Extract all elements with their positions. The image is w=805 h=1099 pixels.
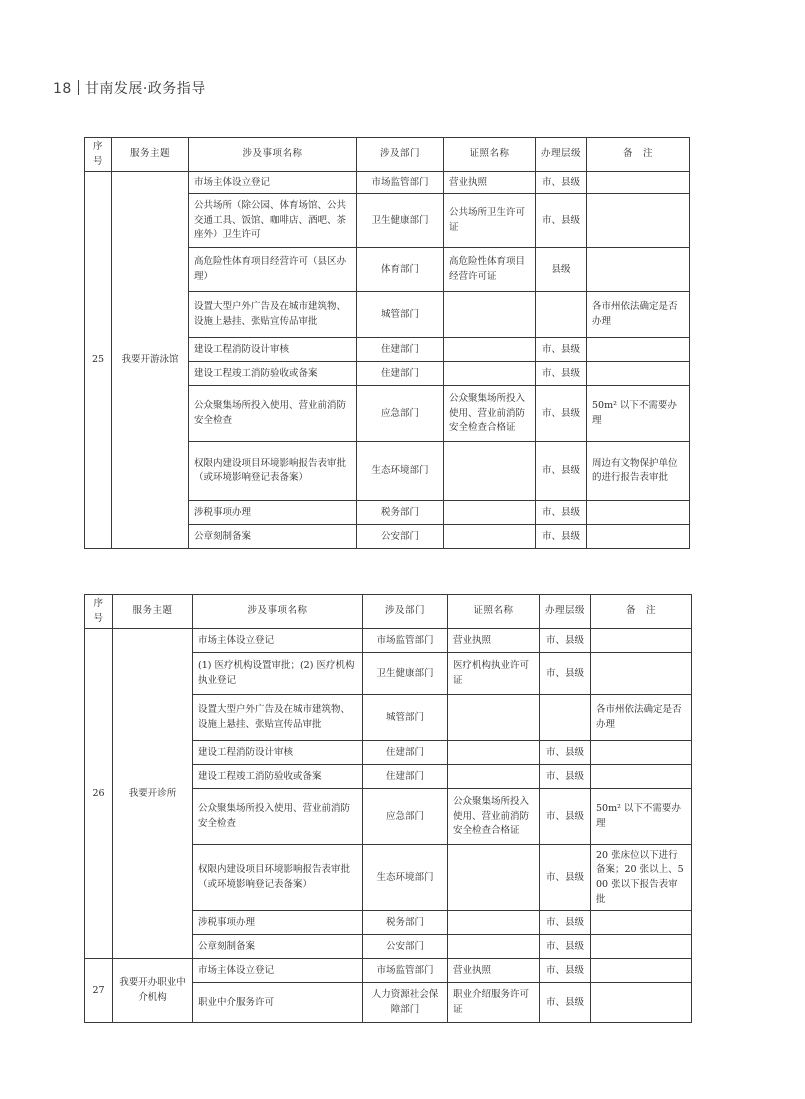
- item-name: 市场主体设立登记: [189, 172, 357, 194]
- item-name: 职业中介服务许可: [193, 983, 363, 1023]
- level: [540, 695, 591, 741]
- note: [591, 765, 692, 789]
- level: 市、县级: [536, 194, 587, 248]
- license-name: 公众聚集场所投入使用、营业前消防安全检查合格证: [448, 789, 540, 845]
- license-name: [448, 695, 540, 741]
- dept-name: 市场监管部门: [363, 959, 448, 983]
- row-seq: 27: [85, 959, 113, 1023]
- level: 市、县级: [540, 629, 591, 653]
- license-name: [444, 292, 536, 338]
- col-header-topic: 服务主题: [112, 138, 189, 172]
- note: [587, 172, 690, 194]
- item-name: 公众聚集场所投入使用、营业前消防安全检查: [193, 789, 363, 845]
- license-name: [448, 845, 540, 911]
- item-name: 公章刻制备案: [189, 525, 357, 549]
- col-header-level: 办理层级: [536, 138, 587, 172]
- item-name: 建设工程消防设计审核: [193, 741, 363, 765]
- row-seq: 25: [85, 172, 112, 549]
- note: 20 张床位以下进行备案；20 张以上、500 张以下报告表审批: [591, 845, 692, 911]
- page-number: 18: [53, 81, 72, 97]
- dept-name: 应急部门: [363, 789, 448, 845]
- col-header-dept: 涉及部门: [363, 595, 448, 629]
- note: [591, 959, 692, 983]
- page-header: [53, 78, 206, 98]
- level: 市、县级: [536, 386, 587, 442]
- level: [536, 292, 587, 338]
- item-name: 公共场所（除公园、体育场馆、公共交通工具、饭馆、咖啡店、酒吧、茶座外）卫生许可: [189, 194, 357, 248]
- note: 各市州依法确定是否办理: [587, 292, 690, 338]
- license-name: [448, 935, 540, 959]
- item-name: (1) 医疗机构设置审批；(2) 医疗机构执业登记: [193, 653, 363, 695]
- level: 市、县级: [540, 789, 591, 845]
- dept-name: 城管部门: [357, 292, 444, 338]
- level: 县级: [536, 248, 587, 292]
- col-header-item: 涉及事项名称: [193, 595, 363, 629]
- note: [587, 525, 690, 549]
- note: [591, 935, 692, 959]
- item-name: 权限内建设项目环境影响报告表审批（或环境影响登记表备案）: [193, 845, 363, 911]
- item-name: 公众聚集场所投入使用、营业前消防安全检查: [189, 386, 357, 442]
- dept-name: 住建部门: [363, 765, 448, 789]
- table-header-row: [85, 138, 690, 172]
- item-name: 市场主体设立登记: [193, 959, 363, 983]
- license-name: [444, 525, 536, 549]
- dept-name: 住建部门: [357, 362, 444, 386]
- service-table-clinic-and-agency: [84, 594, 692, 1023]
- item-name: 建设工程消防设计审核: [189, 338, 357, 362]
- dept-name: 住建部门: [363, 741, 448, 765]
- license-name: [448, 911, 540, 935]
- note: [587, 501, 690, 525]
- table-row: [85, 172, 690, 194]
- license-name: [444, 362, 536, 386]
- item-name: 建设工程竣工消防验收或备案: [189, 362, 357, 386]
- level: 市、县级: [540, 741, 591, 765]
- license-name: [444, 338, 536, 362]
- level: 市、县级: [536, 442, 587, 501]
- row-topic: 我要开游泳馆: [112, 172, 189, 549]
- license-name: [444, 501, 536, 525]
- dept-name: 城管部门: [363, 695, 448, 741]
- note: 周边有文物保护单位的进行报告表审批: [587, 442, 690, 501]
- note: 50m² 以下不需要办理: [591, 789, 692, 845]
- level: 市、县级: [540, 983, 591, 1023]
- level: 市、县级: [536, 362, 587, 386]
- col-header-note: 备 注: [587, 138, 690, 172]
- item-name: 市场主体设立登记: [193, 629, 363, 653]
- table-header-row: [85, 595, 692, 629]
- col-header-dept: 涉及部门: [357, 138, 444, 172]
- table-row: [85, 959, 692, 983]
- section-title: 甘南发展·政务指导: [84, 81, 206, 97]
- col-header-note: 备 注: [591, 595, 692, 629]
- level: 市、县级: [536, 501, 587, 525]
- dept-name: 体育部门: [357, 248, 444, 292]
- col-header-seq: 序号: [85, 595, 113, 629]
- license-name: 职业介绍服务许可证: [448, 983, 540, 1023]
- dept-name: 公安部门: [363, 935, 448, 959]
- level: 市、县级: [540, 765, 591, 789]
- item-name: 建设工程竣工消防验收或备案: [193, 765, 363, 789]
- row-seq: 26: [85, 629, 113, 959]
- col-header-license: 证照名称: [444, 138, 536, 172]
- license-name: [444, 442, 536, 501]
- item-name: 公章刻制备案: [193, 935, 363, 959]
- level: 市、县级: [540, 959, 591, 983]
- license-name: 营业执照: [444, 172, 536, 194]
- col-header-topic: 服务主题: [113, 595, 193, 629]
- item-name: 高危险性体育项目经营许可（县区办理）: [189, 248, 357, 292]
- level: 市、县级: [540, 845, 591, 911]
- license-name: 营业执照: [448, 629, 540, 653]
- dept-name: 生态环境部门: [357, 442, 444, 501]
- license-name: 公众聚集场所投入使用、营业前消防安全检查合格证: [444, 386, 536, 442]
- note: [587, 338, 690, 362]
- header-divider: [78, 80, 79, 95]
- service-table-swimming-pool: [84, 137, 690, 549]
- dept-name: 住建部门: [357, 338, 444, 362]
- dept-name: 税务部门: [357, 501, 444, 525]
- level: 市、县级: [540, 911, 591, 935]
- license-name: [448, 741, 540, 765]
- note: 各市州依法确定是否办理: [591, 695, 692, 741]
- level: 市、县级: [540, 935, 591, 959]
- item-name: 权限内建设项目环境影响报告表审批（或环境影响登记表备案）: [189, 442, 357, 501]
- level: 市、县级: [536, 172, 587, 194]
- note: [587, 362, 690, 386]
- license-name: 营业执照: [448, 959, 540, 983]
- dept-name: 人力资源社会保障部门: [363, 983, 448, 1023]
- note: [591, 629, 692, 653]
- level: 市、县级: [536, 338, 587, 362]
- note: [591, 911, 692, 935]
- item-name: 设置大型户外广告及在城市建筑物、设施上悬挂、张贴宣传品审批: [193, 695, 363, 741]
- level: 市、县级: [536, 525, 587, 549]
- note: [587, 248, 690, 292]
- note: [591, 983, 692, 1023]
- item-name: 涉税事项办理: [193, 911, 363, 935]
- item-name: 设置大型户外广告及在城市建筑物、设施上悬挂、张贴宣传品审批: [189, 292, 357, 338]
- col-header-license: 证照名称: [448, 595, 540, 629]
- col-header-level: 办理层级: [540, 595, 591, 629]
- table-row: [85, 629, 692, 653]
- license-name: [448, 765, 540, 789]
- dept-name: 应急部门: [357, 386, 444, 442]
- note: 50m² 以下不需要办理: [587, 386, 690, 442]
- row-topic: 我要开诊所: [113, 629, 193, 959]
- level: 市、县级: [540, 653, 591, 695]
- dept-name: 卫生健康部门: [363, 653, 448, 695]
- license-name: 高危险性体育项目经营许可证: [444, 248, 536, 292]
- note: [591, 653, 692, 695]
- dept-name: 税务部门: [363, 911, 448, 935]
- license-name: 公共场所卫生许可证: [444, 194, 536, 248]
- row-topic: 我要开办职业中介机构: [113, 959, 193, 1023]
- dept-name: 公安部门: [357, 525, 444, 549]
- col-header-item: 涉及事项名称: [189, 138, 357, 172]
- note: [591, 741, 692, 765]
- license-name: 医疗机构执业许可证: [448, 653, 540, 695]
- col-header-seq: 序号: [85, 138, 112, 172]
- item-name: 涉税事项办理: [189, 501, 357, 525]
- dept-name: 卫生健康部门: [357, 194, 444, 248]
- dept-name: 市场监管部门: [357, 172, 444, 194]
- note: [587, 194, 690, 248]
- dept-name: 生态环境部门: [363, 845, 448, 911]
- dept-name: 市场监管部门: [363, 629, 448, 653]
